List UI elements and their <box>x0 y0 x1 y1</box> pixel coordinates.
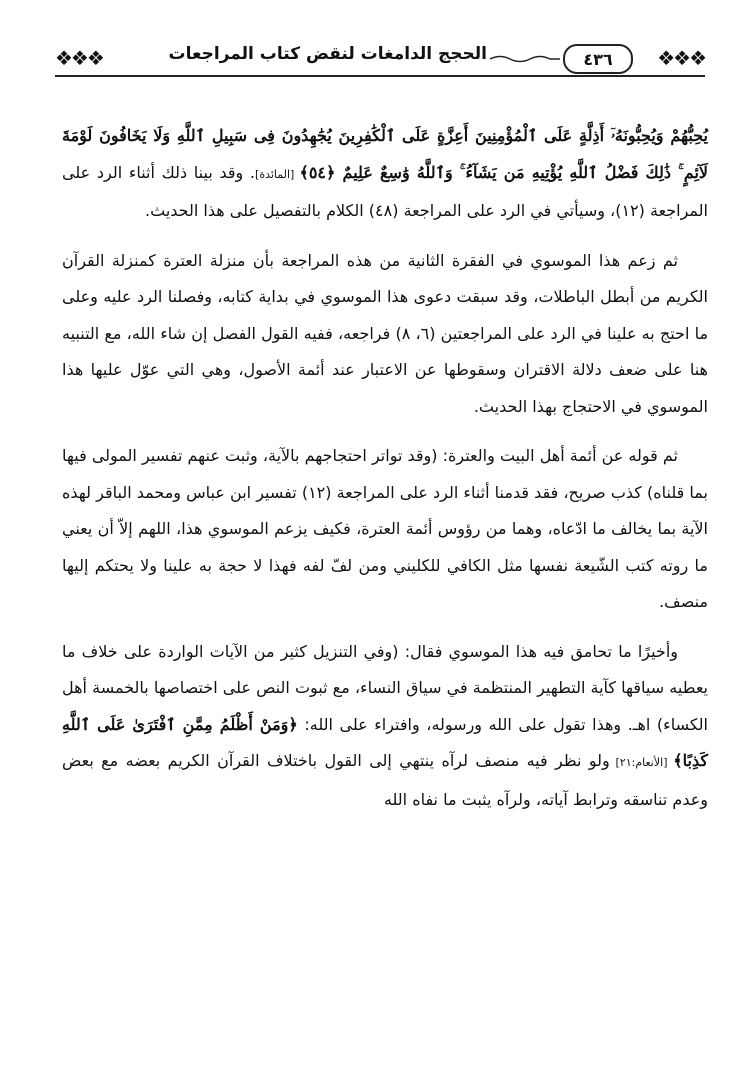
paragraph-gap <box>62 425 708 438</box>
paragraph <box>62 634 708 819</box>
running-header <box>55 40 705 80</box>
paragraph <box>62 118 708 230</box>
page-number: ٤٣٦ <box>563 44 633 74</box>
quran-verse: يُحِبُّهُمْ وَيُحِبُّونَهُۥٓ أَذِلَّةٍ عَلَى ٱلْمُؤْمِنِينَ أَعِزَّةٍ عَلَى ٱلْكَٰفِرِينَ يُجَٰهِدُونَ فِى سَبِيلِ ٱللَّهِ وَلَا يَخَافُونَ لَوْمَةَ لَآئِمٍ ۚ ذَٰلِكَ فَضْلُ ٱللَّهِ يُؤْتِيهِ مَن يَشَآءُ ۚ وَٱللَّهُ وَٰسِعٌ عَلِيمٌ ﴿٥٤﴾ <box>62 126 709 182</box>
paragraph-gap <box>62 621 708 634</box>
running-title: الحجج الدامغات لنقض كتاب المراجعات <box>168 44 487 64</box>
text-run: ولو نظر فيه منصف لرآه ينتهي إلى القول باختلاف القرآن الكريم بعضه مع بعض وعدم تناسقه وترابط آياته، ولرآه يثبت ما نفاه الله <box>62 751 708 809</box>
ornament-right: ❖❖❖ <box>657 46 705 70</box>
paragraph <box>62 243 708 426</box>
surah-reference: [المائدة] <box>255 167 300 181</box>
paragraph <box>62 438 708 621</box>
body-text <box>62 118 708 818</box>
surah-reference: [الأنعام:٢١] <box>609 756 674 769</box>
text-run: ثم زعم هذا الموسوي في الفقرة الثانية من هذه المراجعة بأن منزلة العترة كمنزلة القرآن الكريم من أبطل الباطلات، وقد سبقت دعوى هذا الموسوي في بداية كتابه، وفصلنا الرد عليه وعلى ما احتج به علينا في الرد على المراجعتين (٦، ٨) فراجعه، ففيه القول الفصل إن شاء الله، مع التنبيه هنا على ضعف دلالة الاقتران وسقوطها عن الاعتبار عند أئمة الأصول، وهي التي عوّل عليها هذا الموسوي في الاحتجاج بهذا الحديث. <box>62 250 709 416</box>
quran-verse: ﴿وَمَنْ أَظْلَمُ مِمَّنِ ٱفْتَرَىٰ عَلَى ٱللَّهِ كَذِبًا﴾ <box>62 714 708 770</box>
header-rule <box>55 75 705 77</box>
flourish-icon <box>490 54 560 64</box>
ornament-left: ❖❖❖ <box>55 46 103 70</box>
paragraph-gap <box>62 230 708 243</box>
text-run: . وقد بينا ذلك أثناء الرد على المراجعة (١٢)، وسيأتي في الرد على المراجعة (٤٨) الكلام بالتفصيل على هذا الحديث. <box>62 162 708 220</box>
text-run: وأخيرًا ما تحامق فيه هذا الموسوي فقال: (وفي التنزيل كثير من الآيات الواردة على خلاف ما يعطيه سياقها كآية التطهير المنتظمة في سياق النساء، مع ثبوت النص على اختصاصها بالخمسة أهل الكساء) اهـ. وهذا تقول على الله ورسوله، وافتراء على الله: <box>62 641 709 734</box>
text-run: ثم قوله عن أئمة أهل البيت والعترة: (وقد تواتر احتجاجهم بالآية، وثبت عنهم تفسير المولى فيها بما قلناه) كذب صريح، فقد قدمنا أثناء الرد على المراجعة (١٢) تفسير ابن عباس ومحمد الباقر لهذه الآية بما يخالف ما ادّعاه، وهما من رؤوس أئمة العترة، فكيف يزعم الموسوي هذا، اللهم إلاّ أن يعني ما روته كتب الشّيعة نفسها مثل الكافي للكليني ومن لفّ لفه فهذا لا حجة به علينا ولا يحتكم إليها منصف. <box>62 446 708 611</box>
